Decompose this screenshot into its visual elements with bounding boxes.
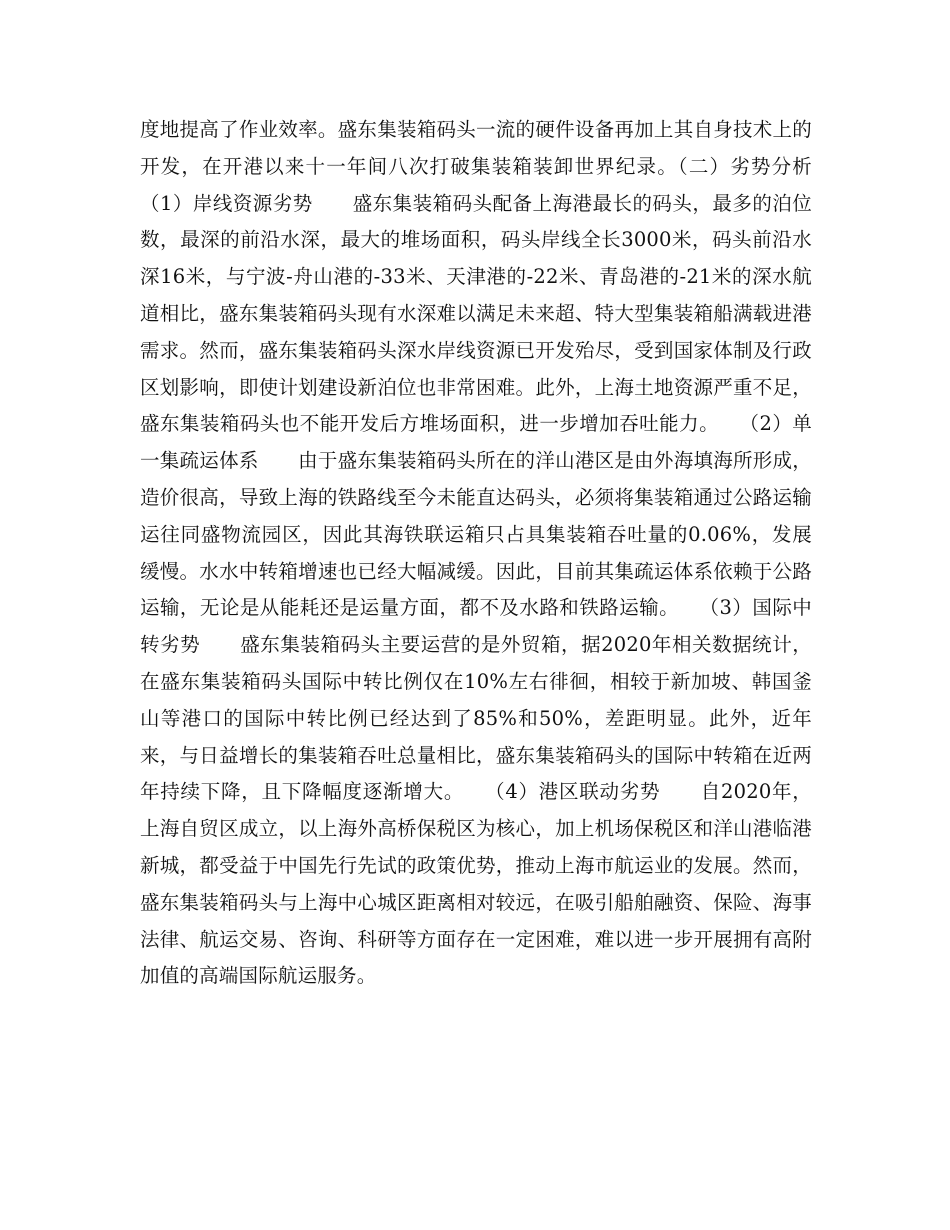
body-paragraph: 度地提高了作业效率。盛东集装箱码头一流的硬件设备再加上其自身技术上的开发，在开港以来十一年间八次打破集装箱装卸世界纪录。（二）劣势分析 （1）岸线资源劣势 盛东集装箱码头配备上海港最长的码头，最多的泊位数，最深的前沿水深，最大的堆场面积，码头岸线全长3000米，码头前沿水深16米，与宁波-舟山港的-33米、天津港的-22米、青岛港的-21米的深水航道相比，盛东集装箱码头现有水深难以满足未来超、特大型集装箱船满载进港需求。然而，盛东集装箱码头深水岸线资源已开发殆尽，受到国家体制及行政区划影响，即使计划建设新泊位也非常困难。此外，上海土地资源严重不足，盛东集装箱码头也不能开发后方堆场面积，进一步增加吞吐能力。 （2）单一集疏运体系 由于盛东集装箱码头所在的洋山港区是由外海填海所形成，造价很高，导致上海的铁路线至今未能直达码头，必须将集装箱通过公路运输运往同盛物流园区，因此其海铁联运箱只占具集装箱吞吐量的0.06%，发展缓慢。水水中转箱增速也已经大幅减缓。因此，目前其集疏运体系依赖于公路运输，无论是从能耗还是运量方面，都不及水路和铁路运输。 （3）国际中转劣势 盛东集装箱码头主要运营的是外贸箱，据2020年相关数据统计，在盛东集装箱码头国际中转比例仅在10%左右徘徊，相较于新加坡、韩国釜山等港口的国际中转比例已经达到了85%和50%，差距明显。此外，近年来，与日益增长的集装箱吞吐总量相比，盛东集装箱码头的国际中转箱在近两年持续下降，且下降幅度逐渐增大。 （4）港区联动劣势 自2020年，上海自贸区成立，以上海外高桥保税区为核心，加上机场保税区和洋山港临港新城，都受益于中国先行先试的政策优势，推动上海市航运业的发展。然而，盛东集装箱码头与上海中心城区距离相对较远，在吸引船舶融资、保险、海事法律、航运交易、咨询、科研等方面存在一定困难，难以进一步开展拥有高附加值的高端国际航运服务。 [140, 118, 852, 988]
